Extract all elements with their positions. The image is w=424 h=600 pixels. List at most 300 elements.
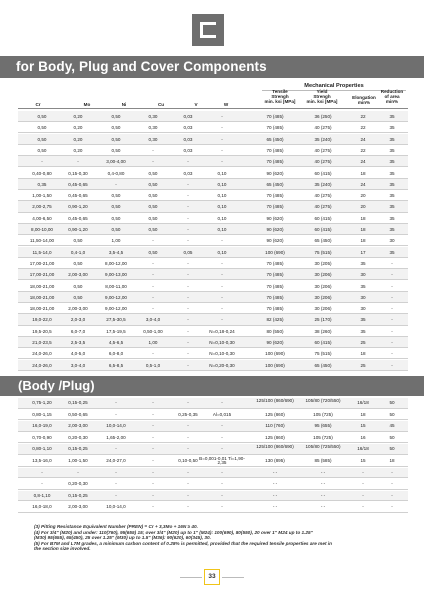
table-header-divider: [18, 108, 408, 109]
cell-w: -: [221, 481, 223, 487]
cell-v: -: [187, 159, 189, 165]
cell-cr: 24,0-26,0: [32, 351, 52, 357]
table-row: [18, 398, 408, 409]
cell-cu: -: [152, 238, 154, 244]
cell-ni: 4,5-6,5: [108, 340, 124, 345]
table-row: [18, 410, 408, 421]
cell-cr: 18,00-21,00: [29, 294, 55, 300]
cell-cu: 0,30: [148, 125, 158, 131]
cell-reduction: 35: [389, 114, 395, 119]
cell-reduction: 35: [389, 204, 395, 210]
cell-mo: 0,4-1,0: [70, 249, 86, 255]
cell-tensile: 70 (485): [266, 204, 284, 210]
cell-w: 0,10: [217, 215, 227, 221]
cell-elongation: 22: [360, 147, 366, 153]
cell-cu: 0,50-1,00: [143, 328, 163, 334]
cell-v: -: [187, 283, 189, 289]
cell-ni: 8,00-12,00: [105, 260, 127, 266]
company-logo-icon: [192, 14, 224, 46]
cell-cu: -: [152, 446, 154, 452]
cell-ni: 0,4-0,80: [107, 170, 125, 176]
cell-elongation: 35: [360, 317, 366, 323]
tensile-line-1: Tensile: [272, 89, 288, 94]
footnote: (3) Pitting Resistance Equivalent Number (PREN) = Cr + 3,3Mo + 16N ≥ 40.: [34, 524, 198, 529]
table-row: [18, 224, 408, 235]
cell-yield: - -: [320, 481, 326, 487]
cell-ni: 0,50: [111, 125, 121, 131]
cell-elongation: -: [362, 481, 364, 487]
cell-elongation: 35: [360, 260, 366, 266]
cell-w: B=0,001-0,01 Ti=1,90-2,35: [199, 456, 245, 466]
cell-yield: 85 (585): [314, 458, 332, 463]
cell-v: -: [187, 434, 189, 440]
cell-cr: 17,00-21,00: [29, 260, 55, 266]
cell-mo: 0,20: [73, 125, 83, 131]
cell-tensile: 130 (895): [265, 458, 285, 463]
cell-elongation: 15: [360, 458, 366, 463]
cell-yield: 35 (240): [314, 136, 332, 142]
cell-w: -: [221, 492, 223, 498]
cell-w: -: [221, 238, 223, 244]
cell-mo: 6,0-7,0: [70, 328, 86, 334]
page-number: 33: [204, 569, 220, 585]
cell-cu: 0,50: [148, 181, 158, 187]
cell-elongation: 30: [360, 306, 366, 312]
cell-tensile: 125 (860): [265, 434, 285, 440]
cell-w: -: [221, 294, 223, 300]
cell-cr: 2,00-2,75: [32, 204, 52, 210]
cell-tensile: - -: [272, 469, 278, 475]
cell-w: -: [221, 446, 223, 452]
cell-elongation: 16/18: [357, 400, 369, 405]
cell-cu: -: [152, 159, 154, 165]
cell-mo: 0,15-0,30: [68, 170, 88, 176]
section-banner: [0, 56, 424, 78]
cell-mo: 0,50: [73, 283, 83, 289]
table-row: [18, 314, 408, 325]
table-row: [18, 348, 408, 359]
cell-v: -: [187, 469, 189, 475]
cell-yield: 30 (206): [314, 294, 332, 300]
cell-cu: -: [152, 469, 154, 475]
cell-mo: 0,50: [73, 260, 83, 266]
cell-tensile: 80 (550): [266, 328, 284, 334]
cell-yield: 65 (450): [314, 362, 332, 368]
cell-mo: 0,50-0,65: [68, 411, 88, 417]
cell-v: 0,05: [183, 249, 193, 255]
cell-w: 0,10: [217, 227, 227, 232]
cell-w: -: [221, 136, 223, 142]
cell-cu: -: [152, 272, 154, 278]
reduction-line-1: Reduction: [380, 89, 404, 94]
table-row: [18, 145, 408, 156]
cell-ni: 0,50: [111, 215, 121, 221]
cell-cu: 0,50: [148, 193, 158, 199]
table-row: [18, 134, 408, 145]
col-head-v: V: [194, 102, 198, 107]
cell-cu: -: [152, 492, 154, 498]
cell-ni: -: [115, 481, 117, 487]
cell-mo: 0,90-1,20: [68, 227, 88, 232]
cell-tensile: 70 (485): [266, 193, 284, 199]
cell-cr: 4,00-6,50: [32, 215, 52, 221]
cell-cr: 13,5-16,0: [32, 458, 52, 463]
cell-tensile: 125 (860): [265, 411, 285, 417]
table-row: [18, 201, 408, 212]
cell-reduction: -: [391, 504, 393, 510]
table-row: [18, 326, 408, 337]
cell-mo: 1,00-1,50: [68, 458, 88, 463]
cell-ni: -: [115, 469, 117, 475]
cell-elongation: 18: [360, 238, 366, 244]
cell-elongation: 16/18: [357, 446, 369, 452]
cell-v: -: [187, 227, 189, 232]
cell-reduction: -: [391, 492, 393, 498]
cell-tensile: 100 (690): [265, 249, 285, 255]
cell-yield: 40 (275): [314, 193, 332, 199]
cell-reduction: 35: [389, 215, 395, 221]
cell-ni: 3,5-4,5: [108, 249, 124, 255]
cell-reduction: -: [391, 469, 393, 475]
cell-mo: 2,00-3,00: [68, 504, 88, 510]
reduction-line-3: min%: [385, 99, 399, 104]
cell-ni: 8,00-11,00: [105, 283, 127, 289]
cell-elongation: 30: [360, 272, 366, 278]
cell-yield: 30 (206): [314, 306, 332, 312]
cell-yield: 105 (725): [313, 411, 333, 417]
table-row: [18, 213, 408, 224]
cell-reduction: 35: [389, 170, 395, 176]
cell-ni: 17,5-19,5: [106, 328, 126, 334]
cell-elongation: 35: [360, 328, 366, 334]
cell-elongation: 25: [360, 340, 366, 345]
cell-v: -: [187, 492, 189, 498]
cell-v: -: [187, 306, 189, 312]
cell-v: -: [187, 317, 189, 323]
cell-cu: 0,50: [148, 249, 158, 255]
cell-w: -: [221, 272, 223, 278]
mechanical-properties-heading: Mechanical Properties: [262, 83, 406, 91]
cell-v: -: [187, 446, 189, 452]
cell-ni: 9,00-12,00: [105, 306, 127, 312]
table-row: [18, 190, 408, 201]
cell-v: -: [187, 181, 189, 187]
cell-reduction: -: [391, 294, 393, 300]
cell-mo: 4,0-5,0: [70, 351, 86, 357]
cell-ni: -: [115, 181, 117, 187]
cell-cr: 21,0-23,5: [32, 340, 52, 345]
cell-cu: 0,50: [148, 170, 158, 176]
cell-elongation: 18: [360, 351, 366, 357]
cell-yield: 105/80 (725/550): [305, 444, 341, 450]
cell-w: N=0,20-0,30: [209, 362, 235, 368]
cell-w: N=0,10-0,30: [209, 351, 235, 357]
cell-w: -: [221, 283, 223, 289]
section-banner-body-plug: [0, 376, 424, 396]
cell-reduction: 35: [389, 181, 395, 187]
cell-tensile: 70 (485): [266, 306, 284, 312]
cell-elongation: 22: [360, 125, 366, 131]
cell-cr: 0,80-1,10: [32, 446, 52, 452]
cell-elongation: -: [362, 504, 364, 510]
cell-mo: 2,5-3,5: [70, 340, 86, 345]
cell-w: -: [221, 504, 223, 510]
cell-yield: 35 (240): [314, 181, 332, 187]
cell-v: 0,03: [183, 147, 193, 153]
cell-elongation: 17: [360, 249, 366, 255]
footer-rule-right: [222, 577, 244, 578]
cell-mo: 0,20: [73, 114, 83, 119]
footer-rule-left: [180, 577, 202, 578]
col-head-mo: Mo: [83, 102, 91, 107]
cell-mo: 0,20: [73, 147, 83, 153]
table-row: [18, 421, 408, 432]
cell-reduction: -: [391, 260, 393, 266]
table-row: [18, 433, 408, 444]
cell-yield: 75 (515): [314, 249, 332, 255]
cell-reduction: -: [391, 283, 393, 289]
cell-ni: 0,50: [111, 147, 121, 153]
cell-v: -: [187, 423, 189, 429]
cell-reduction: 50: [389, 411, 395, 417]
cell-cr: 24,0-26,0: [32, 362, 52, 368]
cell-mo: 0,20-0,30: [68, 481, 88, 487]
cell-w: 0,10: [217, 181, 227, 187]
cell-ni: -: [115, 400, 117, 405]
cell-tensile: 125/100 (860/690): [256, 444, 294, 450]
cell-tensile: 70 (485): [266, 272, 284, 278]
cell-cr: 18,00-21,00: [29, 283, 55, 289]
cell-yield: 25 (170): [314, 317, 332, 323]
cell-cr: -: [41, 159, 43, 165]
cell-cr: 0,50: [37, 114, 47, 119]
cell-w: Al=0,015: [212, 411, 232, 417]
cell-tensile: 90 (620): [266, 227, 284, 232]
cell-yield: 105 (725): [313, 434, 333, 440]
footnote: (5) For B7M and L7M grades, a minimum carbon content of 0.28% is permitted, provided that the required tensile properties are met in: [34, 540, 332, 546]
cell-reduction: 45: [389, 423, 395, 429]
table-row: [18, 281, 408, 292]
cell-cr: 16,0-18,0: [32, 504, 52, 510]
cell-yield: - -: [320, 469, 326, 475]
cell-tensile: - -: [272, 481, 278, 487]
cell-mo: 0,15-0,25: [68, 400, 88, 405]
cell-tensile: 70 (485): [266, 283, 284, 289]
cell-w: -: [221, 114, 223, 119]
cell-cr: 19,5-20,5: [32, 328, 52, 334]
cell-cu: -: [152, 504, 154, 510]
cell-tensile: 90 (620): [266, 340, 284, 345]
cell-reduction: 35: [389, 125, 395, 131]
cell-tensile: 125/100 (860/690): [256, 398, 294, 403]
cell-yield: 60 (415): [314, 215, 332, 221]
cell-yield: - -: [320, 492, 326, 498]
cell-w: -: [221, 434, 223, 440]
cell-cr: 18,00-21,00: [29, 306, 55, 312]
cell-reduction: 35: [389, 159, 395, 165]
cell-cr: -: [41, 481, 43, 487]
cell-w: -: [221, 147, 223, 153]
cell-ni: 1,65-2,00: [106, 434, 126, 440]
cell-cr: 11,50-14,00: [29, 238, 55, 244]
footnote: (M30) 95(655), 65(450), 25 over 1.25" (M30) up to 1.5" (M36): 90(620), 60(345), 30.: [34, 535, 211, 541]
table-row: [18, 168, 408, 179]
cell-elongation: 18: [360, 227, 366, 232]
cell-mo: 0,20: [73, 136, 83, 142]
cell-mo: 2,00-3,00: [68, 306, 88, 312]
cell-cu: 0,30: [148, 136, 158, 142]
cell-elongation: 18: [360, 215, 366, 221]
cell-v: 0,03: [183, 114, 193, 119]
table-row: [18, 258, 408, 269]
cell-ni: 1,00: [111, 238, 121, 244]
table-row: [18, 468, 408, 479]
cell-w: 0,10: [217, 170, 227, 176]
col-head-yield: [294, 89, 350, 104]
table-row: [18, 360, 408, 371]
cell-w: N=0,18-0,24: [209, 328, 235, 334]
reduction-line-2: of area: [384, 94, 400, 99]
cell-cr: 0,80-1,15: [32, 411, 52, 417]
cell-reduction: -: [391, 272, 393, 278]
footnote: the section size involved.: [34, 546, 91, 552]
cell-yield: 38 (260): [314, 328, 332, 334]
footnote: (4) For 3/4" (M20) and under: 110(760), 95(655) 15; over 3/4" (M20) up to 1" (M24): 100(690), 80(550), 20 over 1" M24 up to 1.25": [34, 529, 313, 535]
cell-w: -: [221, 306, 223, 312]
cell-reduction: -: [391, 306, 393, 312]
cell-ni: 0,50: [111, 204, 121, 210]
cell-v: -: [187, 328, 189, 334]
cell-yield: 30 (206): [314, 283, 332, 289]
cell-ni: 24,0-27,0: [106, 458, 126, 463]
cell-ni: 3,00-4,00: [106, 159, 126, 165]
cell-mo: 0,15-0,25: [68, 492, 88, 498]
cell-mo: -: [77, 159, 79, 165]
page-footer: [0, 568, 424, 588]
cell-ni: 0,50: [111, 136, 121, 142]
cell-yield: 60 (415): [314, 227, 332, 232]
cell-cu: 0,5-1,0: [145, 362, 161, 368]
cell-yield: 40 (275): [314, 147, 332, 153]
cell-w: -: [221, 159, 223, 165]
cell-reduction: 50: [389, 446, 395, 452]
cell-cr: 0,35: [37, 181, 47, 187]
cell-cr: 16,0-19,0: [32, 423, 52, 429]
cell-reduction: 35: [389, 147, 395, 153]
cell-reduction: 35: [389, 249, 395, 255]
cell-elongation: 25: [360, 362, 366, 368]
cell-ni: 10,0-14,0: [106, 423, 126, 429]
cell-cu: 0,50: [148, 215, 158, 221]
section-title: (Body /Plug): [18, 378, 95, 393]
cell-mo: -: [77, 469, 79, 475]
footnotes: [34, 524, 404, 552]
cell-elongation: 24: [360, 159, 366, 165]
cell-w: -: [221, 260, 223, 266]
cell-cr: 0,70-0,90: [32, 434, 52, 440]
cell-v: -: [187, 294, 189, 300]
cell-w: N=0,10-0,30: [209, 340, 235, 345]
cell-reduction: 35: [389, 227, 395, 232]
cell-elongation: 24: [360, 136, 366, 142]
yield-line-3: min. ksi [MPa]: [306, 99, 338, 104]
cell-reduction: 35: [389, 136, 395, 142]
cell-yield: 75 (515): [314, 351, 332, 357]
col-head-ni: Ni: [121, 102, 127, 107]
cell-v: -: [187, 362, 189, 368]
table-row: [18, 502, 408, 513]
cell-reduction: 50: [389, 400, 395, 405]
tensile-line-2: Strengh: [271, 94, 289, 99]
cell-mo: 0,50: [73, 238, 83, 244]
cell-reduction: 30: [389, 238, 395, 244]
cell-cr: 0,75-1,20: [32, 400, 52, 405]
cell-cu: -: [152, 351, 154, 357]
cell-tensile: 70 (485): [266, 125, 284, 131]
cell-cu: -: [152, 294, 154, 300]
cell-cr: 19,0-22,0: [32, 317, 52, 323]
cell-cr: 8,00-10,00: [31, 227, 53, 232]
cell-v: -: [187, 351, 189, 357]
table-row: [18, 479, 408, 490]
cell-yield: - -: [320, 504, 326, 510]
cell-cu: 0,30: [148, 114, 158, 119]
cell-elongation: 16: [360, 434, 366, 440]
cell-cu: -: [152, 481, 154, 487]
cell-ni: 10,0-14,0: [106, 504, 126, 510]
yield-line-2: Strengh: [313, 94, 331, 99]
cell-elongation: 24: [360, 181, 366, 187]
cell-v: 0,03: [183, 136, 193, 142]
cell-reduction: -: [391, 328, 393, 334]
cell-tensile: 65 (450): [266, 181, 284, 187]
cell-ni: 0,50: [111, 227, 121, 232]
cell-yield: 60 (415): [314, 170, 332, 176]
table-row: [18, 179, 408, 190]
cell-mo: 0,90-1,20: [68, 204, 88, 210]
elongation-line-2: min%: [357, 100, 371, 105]
cell-w: -: [221, 317, 223, 323]
cell-ni: 27,5-30,5: [106, 317, 126, 323]
cell-yield: 36 (250): [314, 114, 332, 119]
cell-elongation: 18: [360, 411, 366, 417]
cell-yield: 30 (206): [314, 272, 332, 278]
cell-w: -: [221, 125, 223, 131]
cell-reduction: 50: [389, 434, 395, 440]
cell-elongation: -: [362, 469, 364, 475]
cell-cu: 1,00: [148, 340, 158, 345]
cell-v: -: [187, 481, 189, 487]
cell-yield: 40 (275): [314, 159, 332, 165]
table-row: [18, 156, 408, 167]
cell-elongation: 18: [360, 170, 366, 176]
cell-elongation: 20: [360, 204, 366, 210]
cell-yield: 60 (415): [314, 340, 332, 345]
cell-tensile: - -: [272, 492, 278, 498]
cell-cr: 11,5-14,0: [32, 249, 52, 255]
cell-v: -: [187, 260, 189, 266]
table-row: [18, 303, 408, 314]
cell-v: -: [187, 215, 189, 221]
cell-cu: 0,50: [148, 227, 158, 232]
cell-w: -: [221, 400, 223, 405]
table-row: [18, 456, 408, 467]
cell-ni: 6,0-8,0: [108, 351, 124, 357]
cell-cu: -: [152, 423, 154, 429]
cell-tensile: 110 (760): [265, 423, 285, 429]
cell-reduction: -: [391, 351, 393, 357]
cell-yield: 65 (450): [314, 238, 332, 244]
